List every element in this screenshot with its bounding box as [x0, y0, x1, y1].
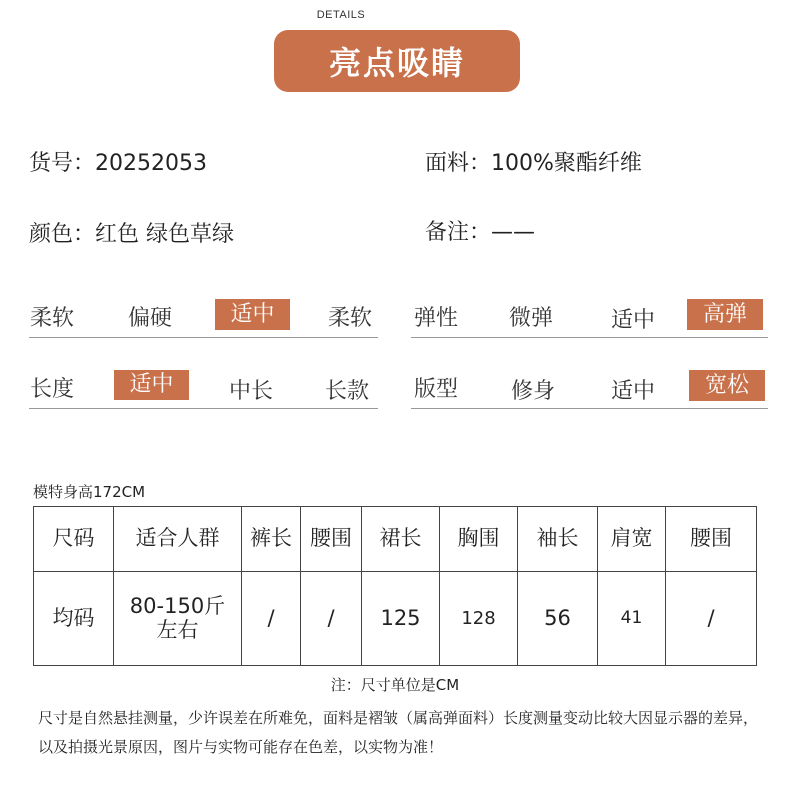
cell-sleeve-length: 56	[518, 572, 598, 666]
elasticity-option-slight: 微弹	[509, 306, 554, 331]
fit-option-slim: 修身	[511, 379, 556, 404]
remark-info: 备注：——	[425, 220, 536, 245]
header-waist: 腰围	[301, 507, 362, 572]
size-table-header-row	[34, 507, 757, 572]
cell-waist-2: /	[666, 572, 757, 666]
details-caption: DETAILS	[316, 9, 366, 21]
softness-option-hard: 偏硬	[128, 306, 173, 331]
cell-pants-length: /	[242, 572, 301, 666]
size-table-row	[34, 572, 757, 666]
model-height-note: 模特身高172CM	[33, 483, 146, 501]
highlight-banner: 亮点吸睛	[274, 30, 520, 92]
color-label: 颜色：	[29, 222, 96, 247]
elasticity-option-high-selected: 高弹	[687, 299, 763, 330]
header-skirt-length: 裙长	[362, 507, 440, 572]
cell-suitable-for: 80-150斤左右	[114, 572, 242, 666]
cell-skirt-length: 125	[362, 572, 440, 666]
length-option-midi: 中长	[229, 379, 274, 404]
elasticity-divider	[411, 337, 768, 338]
length-label: 长度	[30, 377, 75, 402]
color-info	[29, 217, 234, 248]
header-bust: 胸围	[440, 507, 518, 572]
length-option-medium-selected: 适中	[114, 370, 189, 400]
cell-shoulder-width: 41	[598, 572, 666, 666]
header-waist-2: 腰围	[666, 507, 757, 572]
softness-option-soft: 柔软	[328, 306, 373, 331]
fit-label: 版型	[414, 377, 459, 402]
elasticity-option-medium: 适中	[611, 308, 656, 333]
item-number: 货号：20252053	[29, 151, 207, 176]
header-shoulder-width: 肩宽	[598, 507, 666, 572]
header-size: 尺码	[34, 507, 114, 572]
fit-divider	[411, 408, 768, 409]
header-pants-length: 裤长	[242, 507, 301, 572]
softness-divider	[29, 337, 378, 338]
header-sleeve-length: 袖长	[518, 507, 598, 572]
softness-option-medium-selected: 适中	[215, 299, 290, 330]
color-value: 红色 绿色草绿	[95, 222, 235, 247]
length-divider	[29, 408, 378, 409]
length-option-long: 长款	[325, 379, 370, 404]
fit-option-loose-selected: 宽松	[689, 370, 765, 401]
cell-waist: /	[301, 572, 362, 666]
header-suitable-for: 适合人群	[114, 507, 242, 572]
fit-option-regular: 适中	[611, 379, 656, 404]
measurement-disclaimer: 尺寸是自然悬挂测量，少许误差在所难免，面料是褶皱（属高弹面料）长度测量变动比较大因显示器的差异，以及拍摄光景原因，图片与实物可能存在色差，以实物为准！	[38, 709, 759, 756]
unit-note: 注：尺寸单位是CM	[330, 676, 460, 694]
fabric-info: 面料：100%聚酯纤维	[425, 151, 642, 176]
size-table	[33, 506, 757, 666]
elasticity-label: 弹性	[414, 306, 459, 331]
cell-bust: 128	[440, 572, 518, 666]
cell-size: 均码	[34, 572, 114, 666]
softness-label: 柔软	[30, 306, 75, 331]
